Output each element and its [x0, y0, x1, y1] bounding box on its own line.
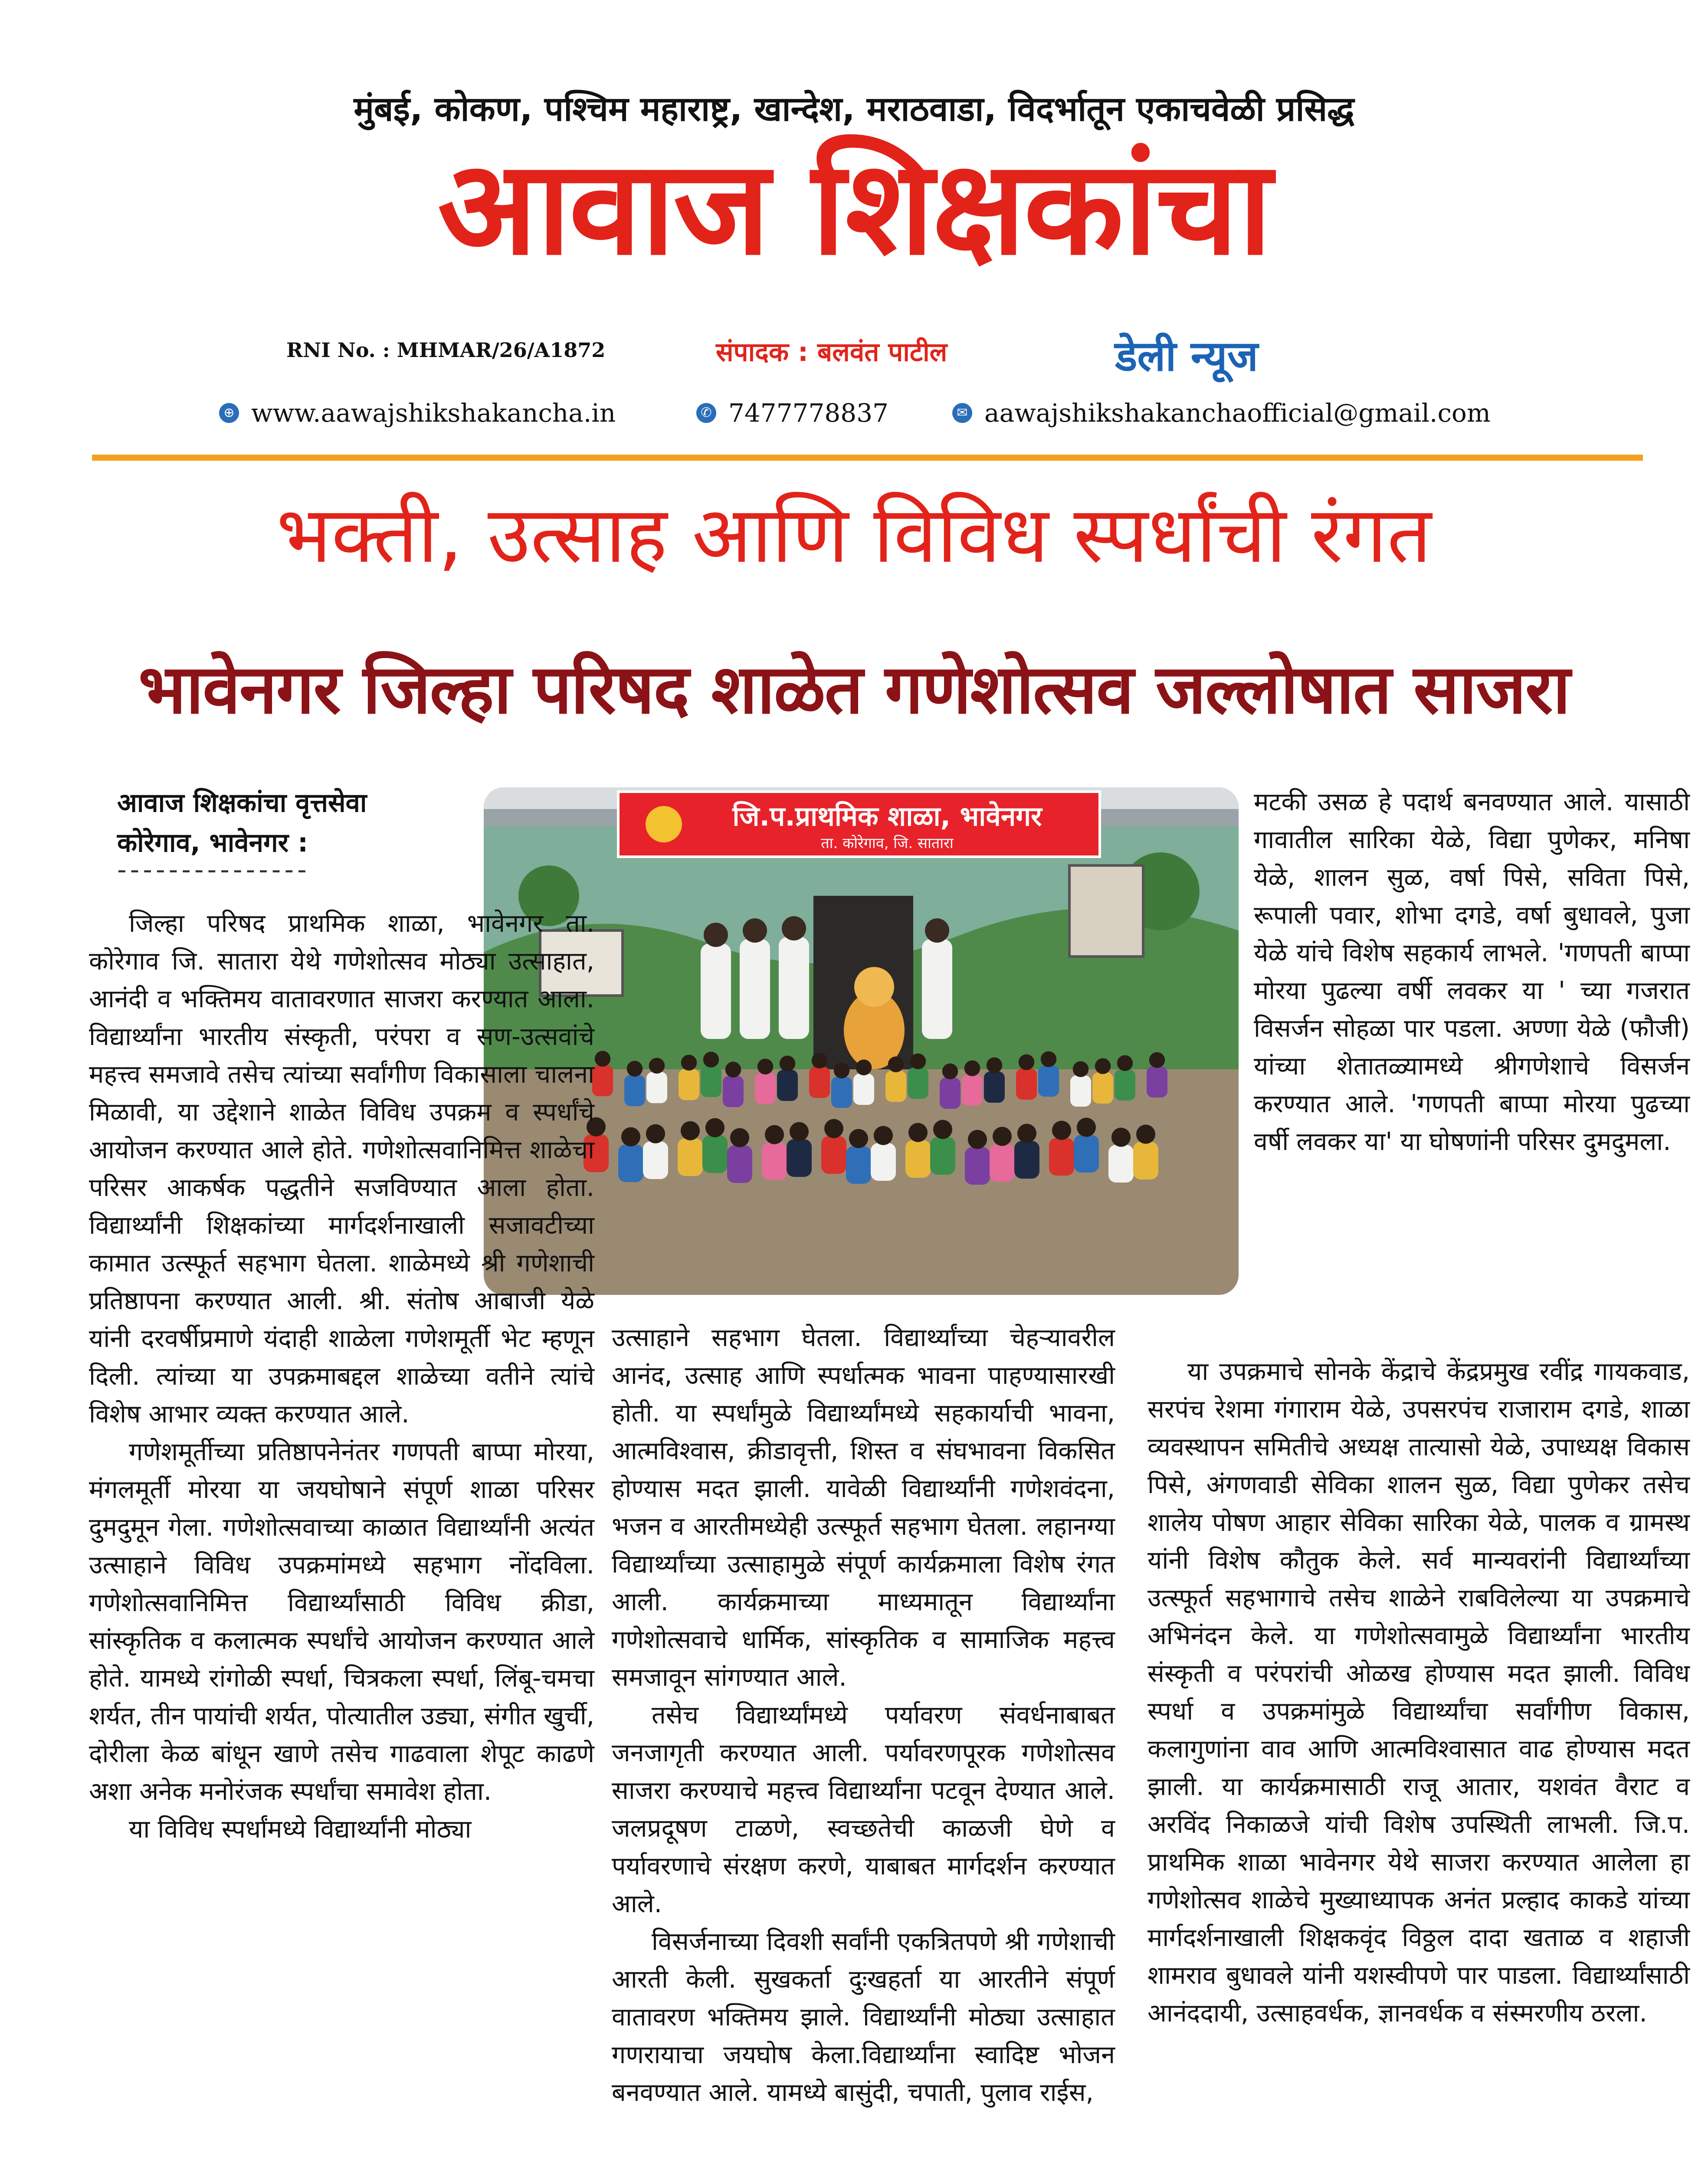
article-column-3-bottom: [1147, 1353, 1690, 2032]
byline-agency: आवाज शिक्षकांचा वृत्तसेवा: [117, 788, 367, 818]
kicker-headline: भक्ती, उत्साह आणि विविध स्पर्धांची रंगत: [276, 490, 1432, 580]
contact-email[interactable]: [952, 398, 1491, 428]
paragraph: उत्साहाने सहभाग घेतला. विद्यार्थ्यांच्या चेहऱ्यावरील आनंद, उत्साह आणि स्पर्धात्मक भावना पाहण्यासारखी होती. या स्पर्धांमुळे विद्यार्थ्यांमध्ये सहकार्याची भावना, आत्मविश्वास, क्रीडावृत्ती, शिस्त व संघभावना विकसित होण्यास मदत झाली. यावेळी विद्यार्थ्यांनी गणेशवंदना, भजन व आरतीमध्येही उत्स्फूर्त सहभाग घेतला. लहानग्या विद्यार्थ्यांच्या उत्साहामुळे संपूर्ण कार्यक्रमाला विशेष रंगत आली. कार्यक्रमाच्या माध्यमातून विद्यार्थ्यांना गणेशोत्सवाचे धार्मिक, सांस्कृतिक व सामाजिक महत्त्व समजावून सांगण्यात आले.: [612, 1323, 1115, 1692]
rni-number: RNI No. : MHMAR/26/A1872: [286, 338, 606, 362]
paragraph: जिल्हा परिषद प्राथमिक शाळा, भावेनगर ता. कोरेगाव जि. सातारा येथे गणेशोत्सव मोठ्या उत्साहात, आनंदी व भक्तिमय वातावरणात साजरा करण्यात आला. विद्यार्थ्यांना भारतीय संस्कृती, परंपरा व सण-उत्सवांचे महत्त्व समजावे तसेच त्यांच्या सर्वांगीण विकासाला चालना मिळावी, या उद्देशाने शाळेत विविध उपक्रम व स्पर्धांचे आयोजन करण्यात आले होते. गणेशोत्सवानिमित्त शाळेचा परिसर आकर्षक पद्धतीने सजविण्यात आला होता. विद्यार्थ्यांनी शिक्षकांच्या मार्गदर्शनाखाली सजावटीच्या कामात उत्स्फूर्त सहभाग घेतला. शाळेमध्ये श्री गणेशाची प्रतिष्ठापना करण्यात आली. श्री. संतोष आबाजी येळे यांनी दरवर्षीप्रमाणे यंदाही शाळेला गणेशमूर्ती भेट म्हणून दिली. त्यांच्या या उपक्रमाबद्दल शाळेच्या वतीने त्यांचे विशेष आभार व्यक्त करण्यात आले.: [89, 909, 594, 1429]
article-column-2: [612, 1319, 1115, 2111]
article-column-3-top: [1254, 783, 1690, 1160]
school-photo: [484, 787, 1239, 1295]
masthead-divider: [92, 455, 1643, 461]
photo-banner-subtext: ता. कोरेगाव, जि. सातारा: [821, 835, 954, 852]
email-text: aawajshikshakanchaofficial@gmail.com: [984, 398, 1491, 428]
paragraph: मटकी उसळ हे पदार्थ बनवण्यात आले. यासाठी गावातील सारिका येळे, विद्या पुणेकर, मनिषा येळे, शालन सुळ, वर्षा पिसे, सविता पिसे, रूपाली पवार, शोभा दगडे, वर्षा बुधावले, पुजा येळे यांचे विशेष सहकार्य लाभले. 'गणपती बाप्पा मोरया पुढल्या वर्षी लवकर या ' च्या गजरात विसर्जन सोहळा पार पडला. अण्णा येळे (फौजी) यांच्या शेतातळ्यामध्ये श्रीगणेशाचे विसर्जन करण्यात आले. 'गणपती बाप्पा मोरया पुढच्या वर्षी लवकर या' या घोषणांनी परिसर दुमदुमला.: [1254, 787, 1690, 1156]
byline-dateline: कोरेगाव, भावेनगर :: [117, 828, 308, 858]
paragraph: या उपक्रमाचे सोनके केंद्राचे केंद्रप्रमुख रवींद्र गायकवाड, सरपंच रेशमा गंगाराम येळे, उपसरपंच राजाराम दगडे, शाळा व्यवस्थापन समितीचे अध्यक्ष तात्यासो येळे, उपाध्यक्ष विकास पिसे, अंगणवाडी सेविका शालन सुळ, विद्या पुणेकर तसेच शालेय पोषण आहार सेविका सारिका येळे, पालक व ग्रामस्थ यांनी विशेष कौतुक केले. सर्व मान्यवरांनी विद्यार्थ्यांच्या उत्स्फूर्त सहभागाचे तसेच शाळेने राबविलेल्या या उपक्रमाचे अभिनंदन केले. या गणेशोत्सवामुळे विद्यार्थ्यांना भारतीय संस्कृती व परंपरांची ओळख होण्यास मदत झाली. विविध स्पर्धा व उपक्रमांमुळे विद्यार्थ्यांचा सर्वांगीण विकास, कलागुणांना वाव आणि आत्मविश्वासात वाढ होण्यास मदत झाली. या कार्यक्रमासाठी राजू आतार, यशवंत वैराट व अरविंद निकाळजे यांची विशेष उपस्थिती लाभली. जि.प. प्राथमिक शाळा भावेनगर येथे साजरा करण्यात आलेला हा गणेशोत्सव शाळेचे मुख्याध्यापक अनंत प्रल्हाद काकडे यांच्या मार्गदर्शनाखाली शिक्षकवृंद विठ्ठल दादा खताळ व शहाजी शामराव बुधावले यांनी यशस्वीपणे पार पाडला. विद्यार्थ्यांसाठी आनंददायी, उत्साहवर्धक, ज्ञानवर्धक व संस्मरणीय ठरला.: [1147, 1357, 1690, 2028]
photo-banner-text: जि.प.प्राथमिक शाळा, भावेनगर: [732, 800, 1042, 832]
paragraph: तसेच विद्यार्थ्यांमध्ये पर्यावरण संवर्धनाबाबत जनजागृती करण्यात आली. पर्यावरणपूरक गणेशोत्सव साजरा करण्याचे महत्त्व विद्यार्थ्यांना पटवून देण्यात आले. जलप्रदूषण टाळणे, स्वच्छतेची काळजी घेणे व पर्यावरणाचे संरक्षण करणे, याबाबत मार्गदर्शन करण्यात आले.: [612, 1700, 1115, 1918]
contact-phone[interactable]: [696, 398, 888, 428]
main-headline: भावेनगर जिल्हा परिषद शाळेत गणेशोत्सव जल्लोषात साजरा: [138, 650, 1570, 729]
globe-icon: ⊕: [219, 403, 239, 423]
contact-website[interactable]: [219, 398, 616, 428]
paragraph: विसर्जनाच्या दिवशी सर्वांनी एकत्रितपणे श्री गणेशाची आरती केली. सुखकर्ता दुःखहर्ता या आरतीने संपूर्ण वातावरण भक्तिमय झाले. विद्यार्थ्यांनी मोठ्या उत्साहात गणरायाचा जयघोष केला.विद्यार्थ्यांना स्वादिष्ट भोजन बनवण्यात आले. यामध्ये बासुंदी, चपाती, पुलाव राईस,: [612, 1927, 1115, 2107]
newspaper-title: आवाज शिक्षकांचा: [437, 132, 1271, 284]
website-text: www.aawajshikshakancha.in: [251, 398, 616, 428]
byline-rule: ---------------: [117, 855, 310, 885]
paragraph: गणेशमूर्तीच्या प्रतिष्ठापनेनंतर गणपती बाप्पा मोरया, मंगलमूर्ती मोरया या जयघोषाने संपूर्ण शाळा परिसर दुमदुमून गेला. गणेशोत्सवाच्या काळात विद्यार्थ्यांनी अत्यंत उत्साहाने विविध उपक्रमांमध्ये सहभाग नोंदविला. गणेशोत्सवानिमित्त विद्यार्थ्यांसाठी विविध क्रीडा, सांस्कृतिक व कलात्मक स्पर्धांचे आयोजन करण्यात आले होते. यामध्ये रांगोळी स्पर्धा, चित्रकला स्पर्धा, लिंबू-चमचा शर्यत, तीन पायांची शर्यत, पोत्यातील उड्या, संगीत खुर्ची, दोरीला केळ बांधून खाणे तसेच गाढवाला शेपूट काढणे अशा अनेक मनोरंजक स्पर्धांचा समावेश होता.: [89, 1437, 594, 1806]
phone-icon: ✆: [696, 403, 716, 423]
tagline: डेली न्यूज: [1115, 332, 1258, 380]
edition-line: मुंबई, कोकण, पश्चिम महाराष्ट्र, खान्देश, मराठवाडा, विदर्भातून एकाचवेळी प्रसिद्ध: [354, 90, 1354, 129]
phone-text: 7477778837: [728, 398, 889, 428]
editor-name: संपादक : बलवंत पाटील: [716, 337, 947, 367]
email-icon: ✉: [952, 403, 972, 423]
byline: [117, 783, 447, 863]
article-column-1: [89, 904, 594, 1848]
paragraph: या विविध स्पर्धांमध्ये विद्यार्थ्यांनी मोठ्या: [129, 1815, 472, 1844]
